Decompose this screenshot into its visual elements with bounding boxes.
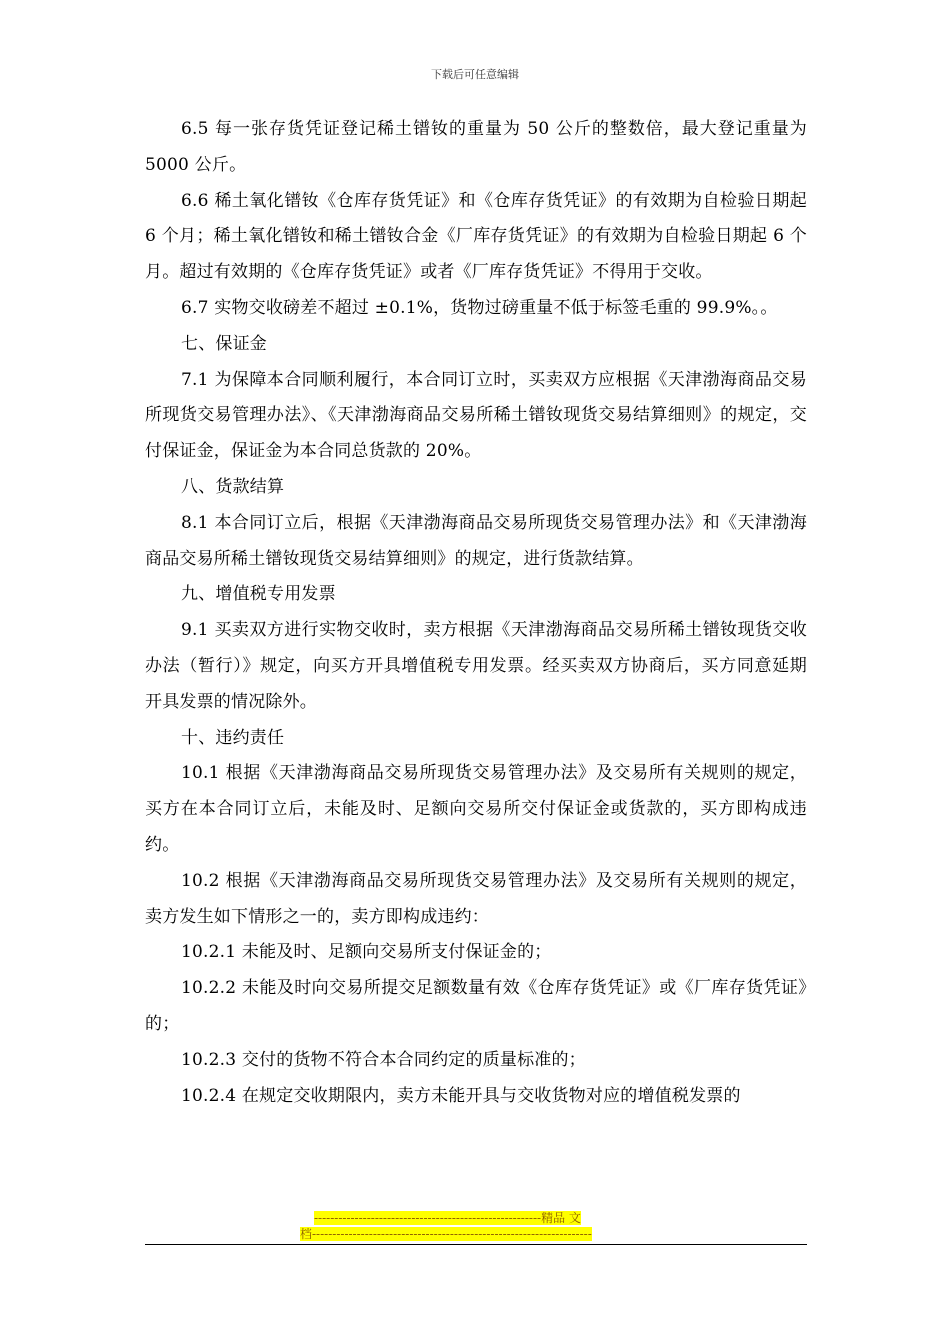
section-heading-8: 八、货款结算 xyxy=(181,476,285,497)
footer-watermark-line2: 档--------------------------------------------------------------------- xyxy=(300,1227,592,1241)
document-body xyxy=(145,112,807,1114)
paragraph-10-2-4: 10.2.4 在规定交收期限内，卖方未能开具与交收货物对应的增值税发票的 xyxy=(181,1085,741,1106)
paragraph-6-6: 6.6 稀土氧化镨钕《仓库存货凭证》和《仓库存货凭证》的有效期为自检验日期起 6 个月；稀土氧化镨钕和稀土镨钕合金《厂库存货凭证》的有效期为自检验日期起 6 个月。超过有效期的《仓库存货凭证》或者《厂库存货凭证》不得用于交收。 xyxy=(145,190,807,283)
paragraph-10-2-1: 10.2.1 未能及时、足额向交易所支付保证金的； xyxy=(181,942,552,963)
footer-watermark-line1: --------------------------------------------------------精品 文 xyxy=(314,1211,581,1225)
paragraph-6-5: 6.5 每一张存货凭证登记稀土镨钕的重量为 50 公斤的整数倍，最大登记重量为 5000 公斤。 xyxy=(145,119,807,175)
footer-divider xyxy=(145,1244,807,1245)
section-heading-7: 七、保证金 xyxy=(181,333,267,354)
paragraph-7-1: 7.1 为保障本合同顺利履行，本合同订立时，买卖双方应根据《天津渤海商品交易所现货交易管理办法》、《天津渤海商品交易所稀土镨钕现货交易结算细则》的规定，交付保证金，保证金为本合同总货款的 20%。 xyxy=(145,369,807,462)
paragraph-10-2-2: 10.2.2 未能及时向交易所提交足额数量有效《仓库存货凭证》或《厂库存货凭证》的； xyxy=(145,978,807,1034)
paragraph-6-7: 6.7 实物交收磅差不超过 ±0.1%，货物过磅重量不低于标签毛重的 99.9%。。 xyxy=(181,297,778,318)
paragraph-8-1: 8.1 本合同订立后，根据《天津渤海商品交易所现货交易管理办法》和《天津渤海商品交易所稀土镨钕现货交易结算细则》的规定，进行货款结算。 xyxy=(145,512,807,569)
paragraph-10-1: 10.1 根据《天津渤海商品交易所现货交易管理办法》及交易所有关规则的规定，买方在本合同订立后，未能及时、足额向交易所交付保证金或货款的，买方即构成违约。 xyxy=(145,763,807,855)
footer-watermark xyxy=(300,1210,650,1242)
paragraph-10-2: 10.2 根据《天津渤海商品交易所现货交易管理办法》及交易所有关规则的规定，卖方发生如下情形之一的，卖方即构成违约： xyxy=(145,870,807,927)
paragraph-9-1: 9.1 买卖双方进行实物交收时，卖方根据《天津渤海商品交易所稀土镨钕现货交收办法（暂行）》规定，向买方开具增值税专用发票。经买卖双方协商后，买方同意延期开具发票的情况除外。 xyxy=(145,620,807,712)
header-note: 下载后可任意编辑 xyxy=(431,68,519,81)
paragraph-10-2-3: 10.2.3 交付的货物不符合本合同约定的质量标准的； xyxy=(181,1049,586,1070)
section-heading-10: 十、违约责任 xyxy=(181,727,285,748)
section-heading-9: 九、增值税专用发票 xyxy=(181,584,336,605)
